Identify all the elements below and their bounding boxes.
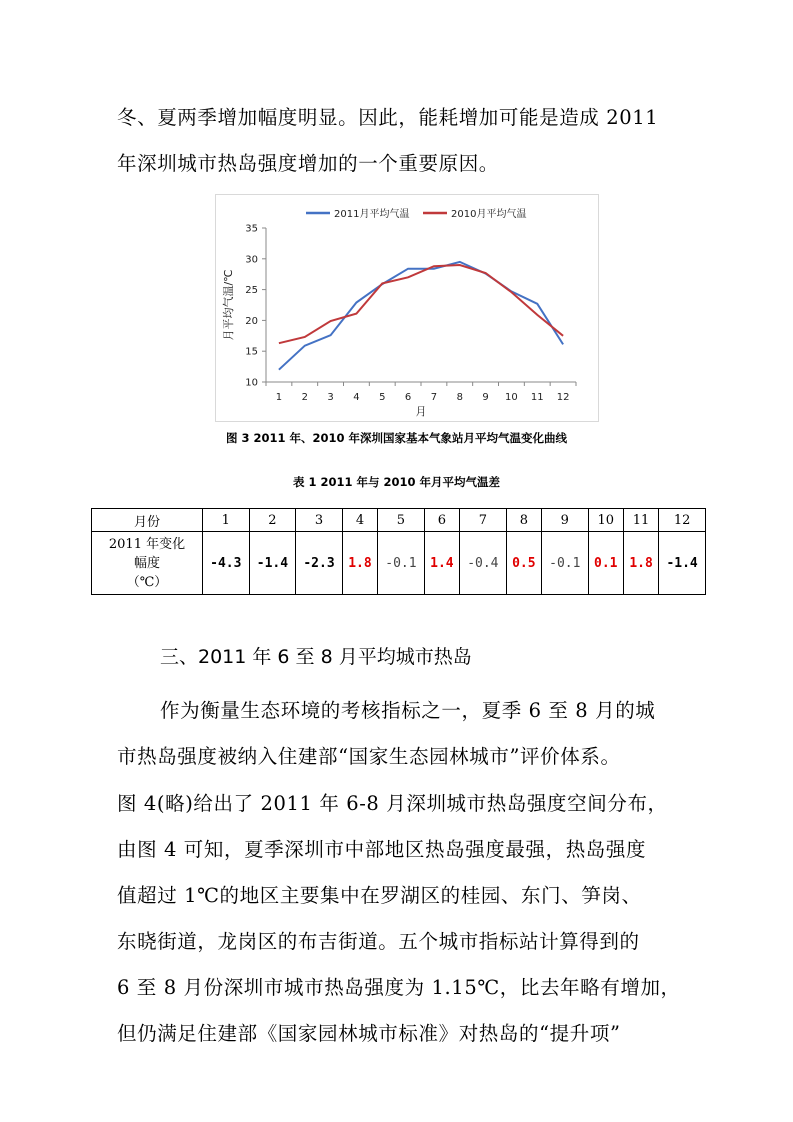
- chart-canvas: [216, 195, 600, 423]
- x-tick-label: 2: [301, 392, 308, 403]
- body-line: 但仍满足住建部《国家园林城市标准》对热岛的“提升项”: [117, 1022, 621, 1045]
- change-value-cell: 1.8: [342, 532, 377, 595]
- month-header-cell: 月份: [92, 509, 203, 532]
- month-header-cell: 3: [296, 509, 343, 532]
- intro-line-1: 冬、夏两季增加幅度明显。因此，能耗增加可能是造成 2011: [117, 106, 659, 129]
- x-tick-label: 10: [505, 392, 518, 403]
- change-value-cell: -0.4: [460, 532, 507, 595]
- month-header-cell: 6: [424, 509, 459, 532]
- y-tick-label: 30: [245, 254, 258, 266]
- change-value-cell: 1.4: [424, 532, 459, 595]
- body-line: 6 至 8 月份深圳市城市热岛强度为 1.15℃，比去年略有增加，: [117, 976, 681, 999]
- month-header-cell: 1: [203, 509, 250, 532]
- body-line: 图 4(略)给出了 2011 年 6-8 月深圳城市热岛强度空间分布，: [117, 792, 668, 815]
- y-tick-label: 10: [245, 377, 258, 389]
- change-value-cell: 0.1: [588, 532, 623, 595]
- month-header-cell: 12: [659, 509, 706, 532]
- x-tick-label: 4: [353, 392, 360, 403]
- change-value-cell: -2.3: [296, 532, 343, 595]
- month-header-cell: 9: [541, 509, 588, 532]
- body-line: 东晓街道，龙岗区的布吉街道。五个城市指标站计算得到的: [117, 930, 640, 953]
- month-header-cell: 11: [623, 509, 658, 532]
- table-caption: 表 1 2011 年与 2010 年月平均气温差: [292, 475, 501, 489]
- x-tick-label: 5: [379, 392, 386, 403]
- change-label-cell: [92, 532, 203, 595]
- x-tick-label: 12: [556, 392, 570, 403]
- change-value-cell: -1.4: [659, 532, 706, 595]
- y-axis-label: 月平均气温/℃: [222, 269, 235, 341]
- y-tick-label: 20: [245, 315, 258, 327]
- month-header-cell: 5: [378, 509, 425, 532]
- body-line: 值超过 1℃的地区主要集中在罗湖区的桂园、东门、笋岗、: [117, 884, 642, 907]
- change-label-line: 幅度: [133, 555, 160, 571]
- month-header-cell: 8: [506, 509, 541, 532]
- legend-label: 2011月平均气温: [334, 209, 410, 220]
- figure-caption: 图 3 2011 年、2010 年深圳国家基本气象站月平均气温变化曲线: [225, 431, 568, 445]
- change-value-cell: 1.8: [623, 532, 658, 595]
- series-line-1: [279, 262, 563, 370]
- month-header-cell: 2: [249, 509, 296, 532]
- change-value-cell: 0.5: [506, 532, 541, 595]
- table-value-row: [92, 532, 706, 595]
- legend-label: 2010月平均气温: [451, 209, 527, 220]
- temperature-chart: [215, 194, 599, 422]
- x-tick-label: 8: [456, 392, 463, 403]
- intro-line-2: 年深圳城市热岛强度增加的一个重要原因。: [117, 152, 499, 175]
- x-tick-label: 1: [275, 392, 283, 403]
- month-header-cell: 7: [460, 509, 507, 532]
- change-value-cell: -0.1: [378, 532, 425, 595]
- body-line: 市热岛强度被纳入住建部“国家生态园林城市”评价体系。: [117, 745, 621, 768]
- temperature-diff-table: [91, 508, 706, 595]
- change-value-cell: -0.1: [541, 532, 588, 595]
- x-tick-label: 9: [482, 392, 489, 403]
- body-line: 作为衡量生态环境的考核指标之一，夏季 6 至 8 月的城: [160, 699, 656, 722]
- month-header-cell: 4: [342, 509, 377, 532]
- table-header-row: [92, 509, 706, 532]
- x-tick-label: 11: [530, 392, 544, 403]
- y-tick-label: 35: [245, 223, 258, 235]
- series-line-2: [279, 265, 563, 343]
- month-header-cell: 10: [588, 509, 623, 532]
- x-tick-label: 7: [430, 392, 438, 403]
- x-tick-label: 3: [327, 392, 334, 403]
- y-tick-label: 25: [245, 285, 258, 297]
- x-tick-label: 6: [404, 392, 412, 403]
- change-value-cell: -4.3: [203, 532, 250, 595]
- y-tick-label: 15: [245, 346, 258, 358]
- change-label-line: 2011 年变化: [108, 536, 186, 552]
- x-axis-label: 月: [415, 405, 427, 418]
- change-value-cell: -1.4: [249, 532, 296, 595]
- section-heading: 三、2011 年 6 至 8 月平均城市热岛: [160, 646, 472, 668]
- change-label-line: （℃）: [126, 574, 168, 590]
- body-line: 由图 4 可知，夏季深圳市中部地区热岛强度最强，热岛强度: [117, 838, 647, 861]
